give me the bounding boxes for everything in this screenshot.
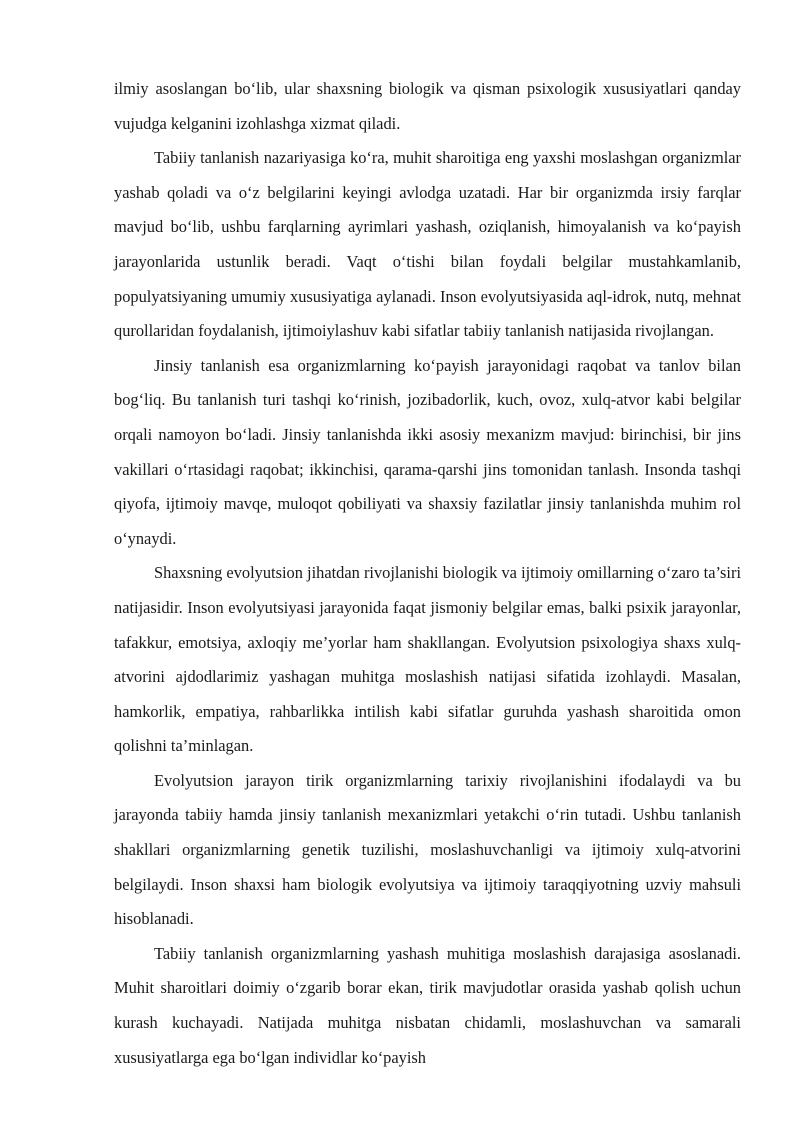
paragraph-natural-selection-adaptation: Tabiiy tanlanish organizmlarning yashash muhitiga moslashish darajasiga asoslanadi. Muhit sharoitlari doimiy o‘zgarib borar ekan, tirik mavjudotlar orasida yashab qolish uchun kurash kuchayadi. Natijada muhitga nisbatan chidamli, moslashuvchan va samarali xususiyatlarga ega bo‘lgan individlar ko‘payish — [114, 943, 741, 1067]
document-page — [114, 72, 741, 1075]
paragraph-continuation: ilmiy asoslangan bo‘lib, ular shaxsning biologik va qisman psixologik xususiyatlari qanday vujudga kelganini izohlashga xizmat qiladi. — [114, 79, 741, 133]
paragraph-natural-selection: Tabiiy tanlanish nazariyasiga ko‘ra, muhit sharoitiga eng yaxshi moslashgan organizmlar yashab qoladi va o‘z belgilarini keyingi avlodga uzatadi. Har bir organizmda irsiy farqlar mavjud bo‘lib, ushbu farqlarning ayrimlari yashash, oziqlanish, himoyalanish va ko‘payish jarayonlarida ustunlik beradi. Vaqt o‘tishi bilan foydali belgilar mustahkamlanib, populyatsiyaning umumiy xususiyatiga aylanadi. Inson evolyutsiyasida aql-idrok, nutq, mehnat qurollaridan foydalanish, ijtimoiylashuv kabi sifatlar tabiiy tanlanish natijasida rivojlangan. — [114, 148, 741, 341]
paragraph-personality-evolution: Shaxsning evolyutsion jihatdan rivojlanishi biologik va ijtimoiy omillarning o‘zaro ta’siri natijasidir. Inson evolyutsiyasi jarayonida faqat jismoniy belgilar emas, balki psixik jarayonlar, tafakkur, emotsiya, axloqiy me’yorlar ham shakllangan. Evolyutsion psixologiya shaxs xulq-atvorini ajdodlarimiz yashagan muhitga moslashish natijasi sifatida izohlaydi. Masalan, hamkorlik, empatiya, rahbarlikka intilish kabi sifatlar guruhda yashash sharoitida omon qolishni ta’minlagan. — [114, 563, 741, 756]
paragraph-sexual-selection: Jinsiy tanlanish esa organizmlarning ko‘payish jarayonidagi raqobat va tanlov bilan bog‘liq. Bu tanlanish turi tashqi ko‘rinish, jozibadorlik, kuch, ovoz, xulq-atvor kabi belgilar orqali namoyon bo‘ladi. Jinsiy tanlanishda ikki asosiy mexanizm mavjud: birinchisi, bir jins vakillari o‘rtasidagi raqobat; ikkinchisi, qarama-qarshi jins tomonidan tanlash. Insonda tashqi qiyofa, ijtimoiy mavqe, muloqot qobiliyati va shaxsiy fazilatlar jinsiy tanlanishda muhim rol o‘ynaydi. — [114, 355, 741, 548]
paragraph-evolutionary-process: Evolyutsion jarayon tirik organizmlarning tarixiy rivojlanishini ifodalaydi va bu jarayonda tabiiy hamda jinsiy tanlanish mexanizmlari yetakchi o‘rin tutadi. Ushbu tanlanish shakllari organizmlarning genetik tuzilishi, moslashuvchanligi va ijtimoiy xulq-atvorini belgilaydi. Inson shaxsi ham biologik evolyutsiya va ijtimoiy taraqqiyotning uzviy mahsuli hisoblanadi. — [114, 770, 741, 929]
